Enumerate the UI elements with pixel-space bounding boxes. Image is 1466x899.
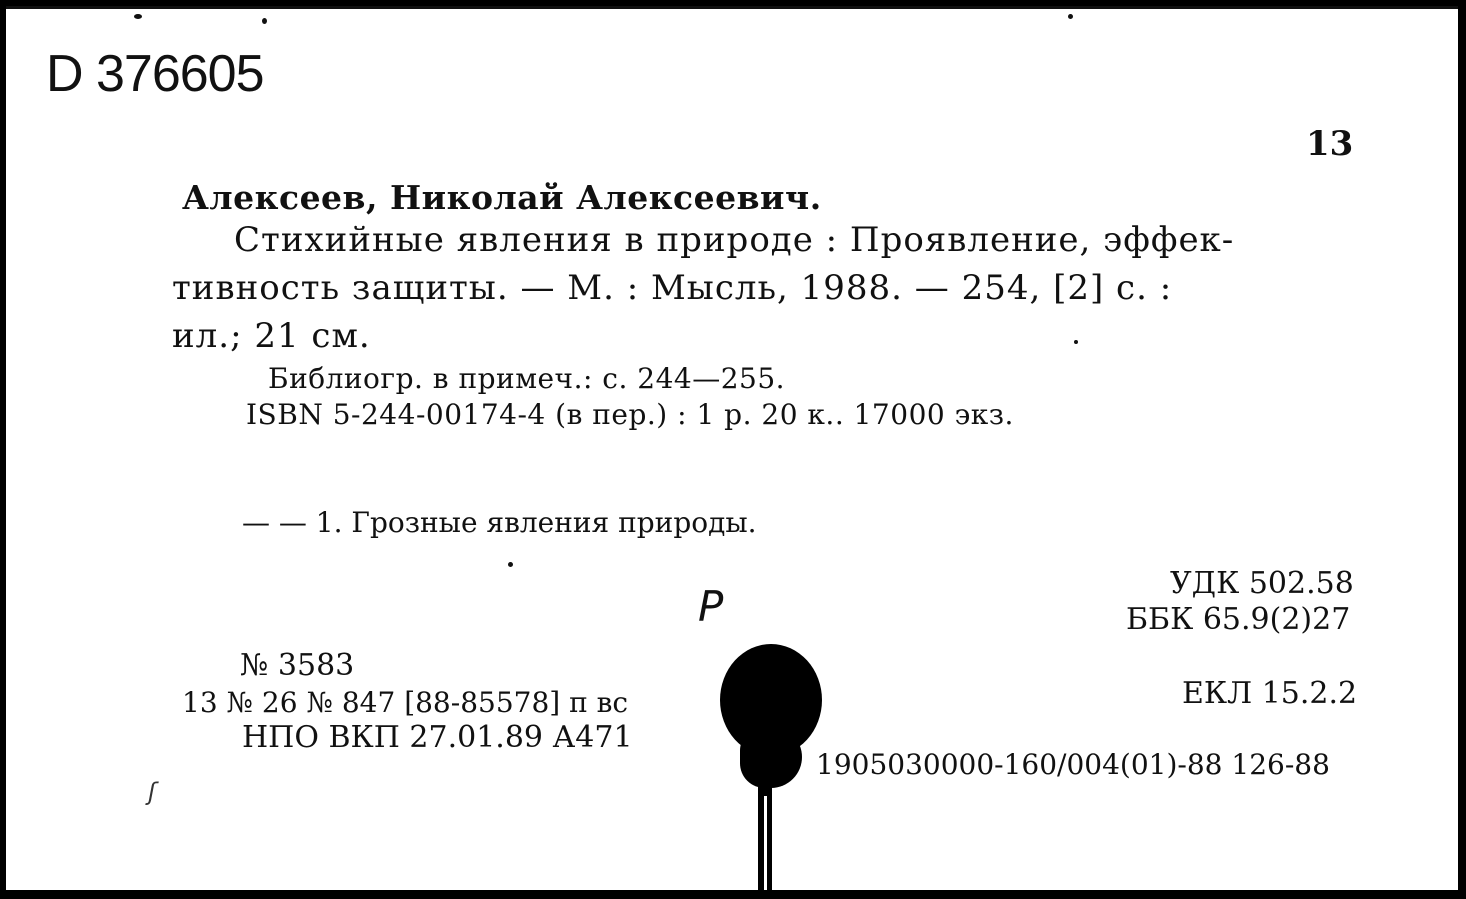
udk-code: УДК 502.58 (1170, 566, 1354, 601)
author-heading: Алексеев, Николай Алексеевич. (182, 178, 822, 217)
speck-3 (1068, 14, 1073, 19)
catalog-card (6, 6, 1458, 890)
title-line-3: ил.; 21 см. (172, 316, 371, 356)
isbn-line: ISBN 5-244-00174-4 (в пер.) : 1 р. 20 к.. 17000 экз. (246, 398, 1014, 431)
processing-line-1: № 3583 (240, 648, 355, 683)
catalog-code: 1905030000-160/004(01)-88 126-88 (816, 748, 1330, 781)
processing-line-2: 13 № 26 № 847 [88-85578] п вс (182, 686, 629, 719)
accession-number: D 376605 (46, 45, 264, 103)
ekl-code: ЕКЛ 15.2.2 (1182, 676, 1358, 711)
processing-line-3: НПО ВКП 27.01.89 А471 (242, 720, 633, 755)
speck-5 (508, 562, 513, 567)
pencil-tick-mark: ʃ (148, 778, 157, 806)
speck-1 (134, 14, 142, 19)
corner-number: 13 (1306, 124, 1354, 164)
series-line: — — 1. Грозные явления природы. (242, 506, 757, 539)
handwritten-mark: Р (698, 582, 724, 631)
speck-2 (262, 18, 267, 24)
card-top-edge (6, 6, 1458, 9)
title-line-2: тивность защиты. — М. : Мысль, 1988. — 254, [2] с. : (172, 268, 1173, 308)
bibliography-note: Библиогр. в примеч.: с. 244—255. (268, 362, 786, 395)
bbk-code: ББК 65.9(2)27 (1126, 602, 1351, 637)
title-line-1: Стихийные явления в природе : Проявление, эффек- (234, 220, 1235, 260)
ink-stem-highlight (764, 796, 767, 890)
speck-4 (1074, 340, 1078, 344)
